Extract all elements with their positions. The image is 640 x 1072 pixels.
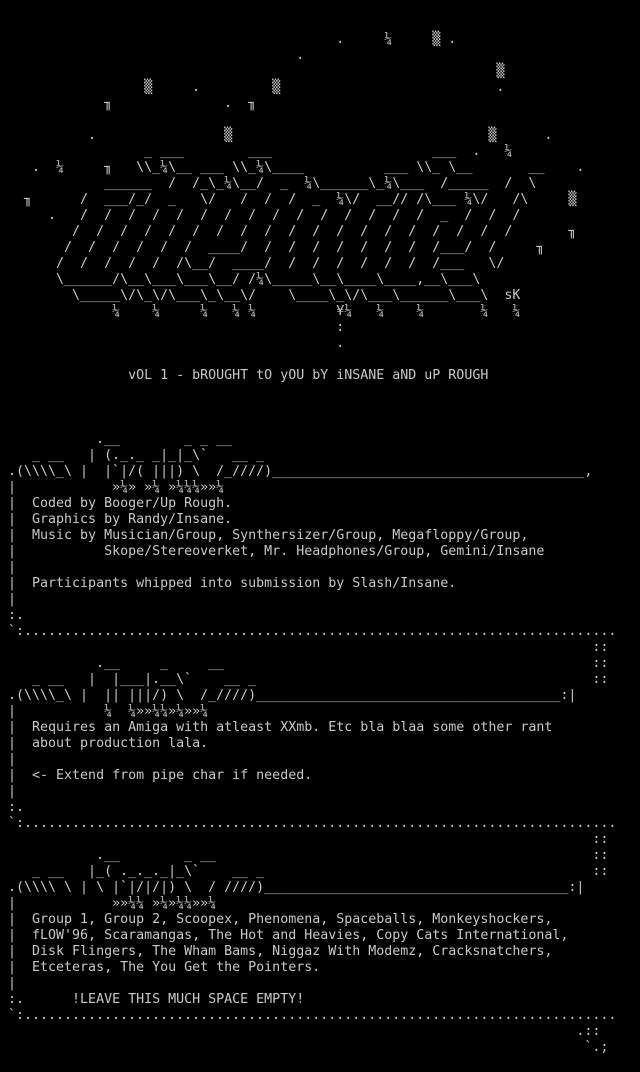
- nfo-line: | Disk Flingers, The Wham Bams, Niggaz With Modemz, Cracksnatchers,: [0, 944, 553, 959]
- nfo-line: | Coded by Booger/Up Rough.: [0, 496, 233, 511]
- nfo-line: .::: [0, 1024, 601, 1039]
- nfo-line: ::: [0, 832, 609, 847]
- nfo-line: `.;: [0, 1040, 609, 1055]
- nfo-line: [0, 112, 616, 128]
- nfo-line: ▒ . ▒ .: [0, 80, 505, 95]
- nfo-line: | about production lala.: [0, 736, 209, 751]
- nfo-line: ▒: [0, 64, 505, 79]
- nfo-line: |: [0, 560, 17, 575]
- nfo-line: / / / / / / / / / / / / / / / / / / / ╖: [0, 224, 577, 239]
- nfo-line: ¼ ¼ ¼ ¼ ¼ ¥¼ ¼ ¼ ¼ ¼: [0, 304, 521, 319]
- nfo-line: .(\\\\_\ | |`|/( |||) \ /_////)_______________________________________,: [0, 464, 593, 479]
- nfo-line: | Requires an Amiga with atleast XXmb. Etc bla blaa some other rant: [0, 720, 553, 735]
- nfo-line: ╖ / ___/_/ _ \/ / / / _ ¼\/ __// /\___ ¼\/ /\ ▒: [0, 192, 577, 207]
- nfo-line: :: [0, 320, 345, 335]
- nfo-line: | ¼ ¼»»¼¼»¼»»¼: [0, 704, 209, 719]
- nfo-line: | Participants whipped into submission by Slash/Insane.: [0, 576, 457, 591]
- nfo-line: .(\\\\_\ | || |||/) \ /_////)______________________________________:|: [0, 688, 577, 703]
- nfo-line: |: [0, 752, 17, 767]
- nfo-line: | fLOW'96, Scaramangas, The Hot and Heavies, Copy Cats International,: [0, 928, 569, 943]
- nfo-line: _ ___ ___ ___ . ¼: [0, 144, 513, 159]
- nfo-line: \______/\__\___\___\__/ /¼\_____\__\____\____,__\___\: [0, 272, 481, 287]
- nfo-line: | <- Extend from pipe char if needed.: [0, 768, 313, 783]
- nfo-line: |: [0, 976, 17, 991]
- nfo-line: [0, 400, 616, 416]
- nfo-line: [0, 384, 616, 400]
- nfo-line: `:..........................................................................: [0, 624, 617, 639]
- nfo-line: _ __ |_( ._._._|_\` __ _ ::: [0, 864, 609, 879]
- nfo-line: . / / / / / / / / / / / / / / / _ / / /: [0, 208, 521, 223]
- nfo-line: [0, 0, 616, 16]
- nfo-line: ╖ . ╖: [0, 96, 257, 111]
- nfo-line: |: [0, 592, 17, 607]
- nfo-line: | Etceteras, The You Get the Pointers.: [0, 960, 321, 975]
- nfo-line: _ __ | (._._ _|_|_\` __ _: [0, 448, 265, 463]
- nfo-line: vOL 1 - bROUGHT tO yOU bY iNSANE aND uP ROUGH: [0, 368, 489, 383]
- nfo-line: .: [0, 336, 345, 351]
- nfo-line: . ¼ ▒ .: [0, 32, 457, 47]
- nfo-line: `:..........................................................................: [0, 816, 617, 831]
- nfo-line: | Group 1, Group 2, Scoopex, Phenomena, Spaceballs, Monkeyshockers,: [0, 912, 553, 927]
- nfo-line: |: [0, 784, 17, 799]
- nfo-line: ::: [0, 640, 609, 655]
- nfo-line: .__ _ __ ::: [0, 848, 609, 863]
- nfo-line: | Graphics by Randy/Insane.: [0, 512, 233, 527]
- nfo-line: [0, 16, 616, 32]
- nfo-line: ______ / /_\_¼\__/ _ ¼\______\_¼\___ /_____ / \: [0, 176, 537, 191]
- nfo-line: _ __ | |___|.__\` __ _ ::: [0, 672, 609, 687]
- nfo-line: .__ _ _ __: [0, 432, 233, 447]
- nfo-line: | Music by Musician/Group, Synthersizer/Group, Megafloppy/Group,: [0, 528, 529, 543]
- nfo-line: .: [0, 48, 305, 63]
- nfo-line: / / / / / /\__/ ____/ / / / / / / /___ \/: [0, 256, 505, 271]
- nfo-line: / / / / / / ____/ / / / / / / / /___/ / ╖: [0, 240, 545, 255]
- nfo-line: | Skope/Stereoverket, Mr. Headphones/Group, Gemini/Insane: [0, 544, 545, 559]
- nfo-line: `:..........................................................................: [0, 1008, 617, 1023]
- nfo-line: . ¼ ╖ \\_¼\__ ___ \\_¼\____ ___ \\_ \__ __ .: [0, 160, 585, 175]
- nfo-line: .__ _ __ ::: [0, 656, 609, 671]
- nfo-line: :.: [0, 608, 25, 623]
- nfo-line: :. !LEAVE THIS MUCH SPACE EMPTY!: [0, 992, 305, 1007]
- nfo-line: . ▒ ▒ .: [0, 128, 553, 143]
- nfo-line: [0, 416, 616, 432]
- nfo-line: :.: [0, 800, 25, 815]
- nfo-line: [0, 352, 616, 368]
- nfo-line: .(\\\\ \ | \ |`|/|/|) \ / ////)______________________________________:|: [0, 880, 585, 895]
- nfo-line: | »¼» »¼ »¼¼¼»»¼: [0, 480, 225, 495]
- nfo-line: \_____\/\_\/\___\_\__\/ \____\_\/\___\______\___\ sK: [0, 288, 521, 303]
- nfo-line: | »»¼¼ »¼»¼¼»»¼: [0, 896, 217, 911]
